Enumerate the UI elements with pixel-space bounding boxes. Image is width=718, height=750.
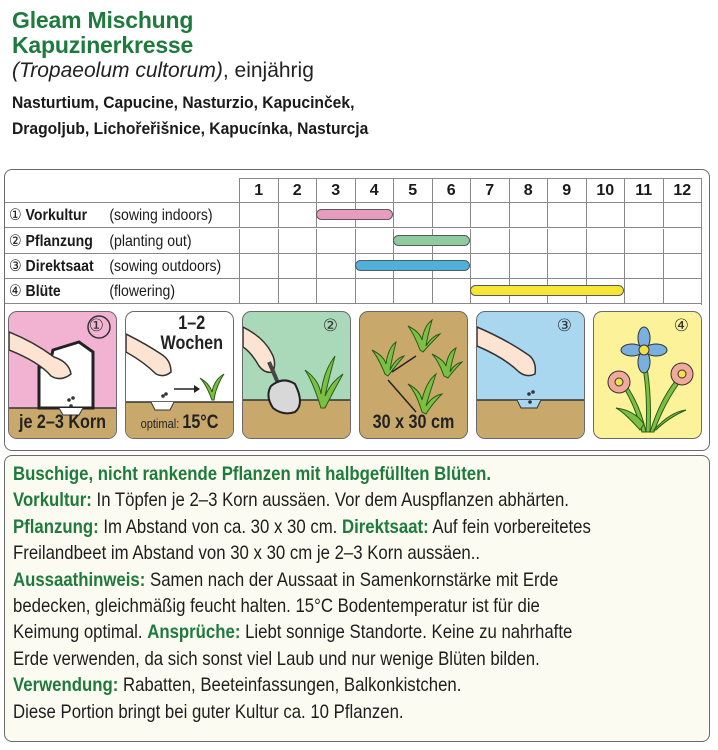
period-bar-direktsaat <box>355 260 471 271</box>
aussaat-key: Aussaathinweis: <box>13 568 146 591</box>
verwendung-key: Verwendung: <box>13 674 119 697</box>
stage-name: Blüte <box>25 283 61 301</box>
calendar-cell <box>586 229 625 254</box>
calendar-cell <box>624 254 663 279</box>
month-header: 7 <box>470 178 509 203</box>
stage-name: Pflanzung <box>25 232 93 250</box>
direktsaat-text: Auf fein vorbereitetes <box>428 515 591 538</box>
calendar-cell <box>355 279 394 304</box>
calendar-cell <box>316 254 355 279</box>
spacing-label: 30 x 30 cm <box>372 412 455 433</box>
step-number: ① <box>9 207 22 225</box>
calendar-cell <box>509 229 548 254</box>
germination-weeks-number: 1–2 <box>178 313 206 334</box>
optimal-temperature-label <box>134 412 225 434</box>
info-ansprueche <box>13 619 605 645</box>
calendar-header-row <box>5 178 701 203</box>
calendar-row <box>5 254 701 279</box>
stage-english: (sowing outdoors) <box>109 257 222 275</box>
calendar-cell <box>509 254 548 279</box>
calendar-cell <box>278 254 317 279</box>
icon-tile-planting-out <box>242 311 351 439</box>
calendar-cell <box>239 254 278 279</box>
optimal-temperature-value: 15°C <box>182 412 219 433</box>
header <box>12 8 472 142</box>
info-intro: Buschige, nicht rankende Pflanzen mit halbgefüllten Blüten. <box>13 463 492 485</box>
vorkultur-text: In Töpfen je 2–3 Korn aussäen. Vor dem Auspflanzen abhärten. <box>91 489 569 512</box>
calendar-row <box>5 203 701 228</box>
stage-name: Direktsaat <box>25 257 94 275</box>
icon-tile-flowering <box>593 311 702 439</box>
calendar-cell <box>316 279 355 304</box>
month-header: 10 <box>586 178 625 203</box>
calendar-cell <box>432 203 471 228</box>
step-badge-4: ④ <box>673 316 689 335</box>
calendar-cell <box>663 279 702 304</box>
calendar-cell <box>547 203 586 228</box>
calendar-cell <box>663 203 702 228</box>
seeds-per-pot-label: je 2–3 Korn <box>18 412 107 433</box>
pflanzung-text: Im Abstand von ca. 30 x 30 cm. <box>98 515 343 538</box>
product-title-line2: Kapuzinerkresse <box>12 32 194 58</box>
step-badge-2: ② <box>322 316 338 335</box>
step-number: ③ <box>9 257 22 275</box>
common-names <box>12 90 435 142</box>
optimal-prefix: optimal: <box>140 416 183 431</box>
info-aussaat-cont: bedecken, gleichmäßig feucht halten. 15°C Bodentemperatur ist für die <box>13 595 540 618</box>
germination-weeks-unit: Wochen <box>160 333 224 354</box>
calendar-row-label <box>9 229 192 254</box>
calendar-row <box>5 279 701 304</box>
calendar-cell <box>239 229 278 254</box>
calendar-cell <box>278 279 317 304</box>
month-header: 6 <box>432 178 471 203</box>
calendar-cell <box>663 229 702 254</box>
calendar-cell <box>393 279 432 304</box>
month-header: 5 <box>393 178 432 203</box>
calendar-row <box>5 229 701 254</box>
icon-tile-indoor-sowing <box>8 311 117 439</box>
common-names-line1: Nasturtium, Capucine, Nasturzio, Kapucinček, <box>12 93 355 112</box>
calendar-cell <box>355 229 394 254</box>
calendar-cell <box>663 254 702 279</box>
calendar-cell <box>547 254 586 279</box>
step-badge-3: ③ <box>556 316 572 335</box>
calendar-cell <box>393 203 432 228</box>
calendar-cell <box>239 203 278 228</box>
info-direktsaat-cont: Freilandbeet im Abstand von 30 x 30 cm je 2–3 Korn aussäen.. <box>13 542 481 565</box>
vorkultur-key: Vorkultur: <box>13 489 92 512</box>
common-names-line2: Dragoljub, Lichořeřišnice, Kapucínka, Nasturcja <box>12 119 369 138</box>
month-header: 9 <box>547 178 586 203</box>
icon-tile-direct-sowing <box>476 311 585 439</box>
ansprueche-key: Ansprüche: <box>147 621 241 644</box>
grid-right-line <box>701 178 702 305</box>
info-vorkultur <box>13 487 605 513</box>
calendar-row-label <box>9 254 222 279</box>
step-badge-1: ① <box>88 316 104 335</box>
info-ansprueche-cont: Erde verwenden, da sich sonst viel Laub und nur wenige Blüten bilden. <box>13 647 540 670</box>
cultivation-info <box>4 455 710 742</box>
aussaat-text: Samen nach der Aussaat in Samenkornstärke mit Erde <box>145 568 559 591</box>
info-portion: Diese Portion bringt bei guter Kultur ca. 10 Pflanzen. <box>13 700 404 723</box>
calendar-cell <box>624 229 663 254</box>
calendar-cell <box>624 203 663 228</box>
calendar-cell <box>586 254 625 279</box>
icon-tile-germination <box>125 311 234 439</box>
botanical-name <box>12 58 472 84</box>
calendar-row-label <box>9 279 176 304</box>
step-number: ② <box>9 232 22 250</box>
calendar-cell <box>278 203 317 228</box>
direktsaat-key: Direktsaat: <box>342 515 429 538</box>
info-pflanzung <box>13 514 605 540</box>
calendar-row-label <box>9 203 213 228</box>
step-number: ④ <box>9 283 22 301</box>
verwendung-text: Rabatten, Beeteinfassungen, Balkonkistchen. <box>118 674 462 697</box>
pflanzung-key: Pflanzung: <box>13 515 99 538</box>
aussaat-text3: Keimung optimal. <box>13 621 148 644</box>
info-aussaat <box>13 567 605 593</box>
life-cycle: , einjährig <box>222 59 314 82</box>
calendar-cell <box>470 254 509 279</box>
month-header: 8 <box>509 178 548 203</box>
month-header: 11 <box>624 178 663 203</box>
calendar-cell <box>278 229 317 254</box>
stage-name: Vorkultur <box>25 207 88 225</box>
stage-english: (sowing indoors) <box>109 207 213 225</box>
period-bar-vorkultur <box>316 209 393 220</box>
month-header: 2 <box>278 178 317 203</box>
icon-tile-spacing <box>359 311 468 439</box>
calendar-cell <box>586 203 625 228</box>
germination-duration <box>161 314 224 354</box>
calendar-cell <box>470 229 509 254</box>
stage-english: (flowering) <box>109 283 176 301</box>
calendar-cell <box>470 203 509 228</box>
calendar-cell <box>432 279 471 304</box>
period-bar-blte <box>470 285 624 296</box>
stage-english: (planting out) <box>109 232 192 250</box>
info-verwendung <box>13 672 605 698</box>
product-title-line1: Gleam Mischung <box>12 7 194 33</box>
latin-name: (Tropaeolum cultorum) <box>12 59 223 82</box>
instruction-icons <box>8 311 706 439</box>
period-bar-pflanzung <box>393 235 470 246</box>
month-header: 12 <box>663 178 702 203</box>
calendar-cell <box>316 229 355 254</box>
grid-top-line <box>239 178 701 179</box>
month-header: 4 <box>355 178 394 203</box>
month-header: 1 <box>239 178 278 203</box>
calendar-cell <box>239 279 278 304</box>
ansprueche-text: Liebt sonnige Standorte. Keine zu nahrhafte <box>240 621 573 644</box>
calendar-cell <box>547 229 586 254</box>
calendar-cell <box>624 279 663 304</box>
month-header: 3 <box>316 178 355 203</box>
calendar-cell <box>509 203 548 228</box>
